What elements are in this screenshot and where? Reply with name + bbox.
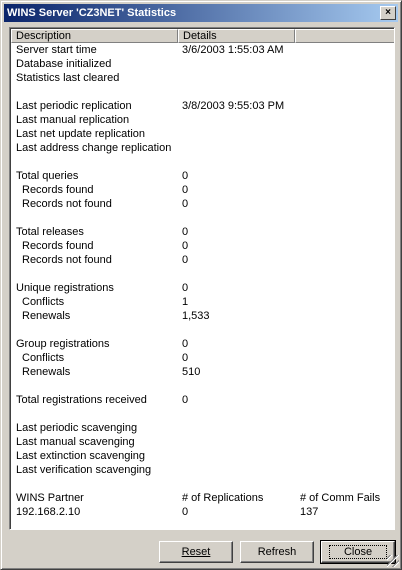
row-spacer — [10, 379, 394, 393]
row-spacer — [10, 323, 394, 337]
table-row[interactable] — [10, 435, 394, 449]
row-details: # of Replications — [182, 492, 264, 504]
row-spacer — [10, 407, 394, 421]
row-description: Records found — [22, 240, 94, 252]
table-row[interactable] — [10, 225, 394, 239]
row-description: Server start time — [16, 44, 97, 56]
table-row[interactable] — [10, 449, 394, 463]
row-spacer — [10, 85, 394, 99]
row-description: Last periodic scavenging — [16, 422, 138, 434]
table-row[interactable] — [10, 183, 394, 197]
row-description: Total releases — [16, 226, 84, 238]
row-description: Last verification scavenging — [16, 464, 152, 476]
row-spacer — [10, 155, 394, 169]
column-header-details[interactable]: Details — [178, 29, 295, 43]
row-details: 3/6/2003 1:55:03 AM — [182, 44, 284, 56]
row-details: 0 — [182, 198, 189, 210]
window-title: WINS Server 'CZ3NET' Statistics — [7, 7, 177, 19]
refresh-button[interactable]: Refresh — [240, 541, 314, 563]
row-description: Last net update replication — [16, 128, 146, 140]
table-row[interactable] — [10, 113, 394, 127]
row-description: Last manual scavenging — [16, 436, 135, 448]
row-details: 510 — [182, 366, 201, 378]
row-description: Group registrations — [16, 338, 110, 350]
table-row[interactable] — [10, 141, 394, 155]
table-row[interactable] — [10, 169, 394, 183]
table-row[interactable] — [10, 463, 394, 477]
table-row[interactable] — [10, 43, 394, 57]
row-description: Statistics last cleared — [16, 72, 120, 84]
table-row[interactable] — [10, 491, 394, 505]
row-description: Conflicts — [22, 296, 65, 308]
column-header-description[interactable]: Description — [11, 29, 178, 43]
table-row[interactable] — [10, 71, 394, 85]
row-details: 1,533 — [182, 310, 210, 322]
title-bar[interactable] — [4, 4, 398, 22]
close-button[interactable]: Close — [321, 541, 395, 563]
row-spacer — [10, 211, 394, 225]
row-details: 0 — [182, 170, 189, 182]
reset-button[interactable]: Reset — [159, 541, 233, 563]
table-row[interactable] — [10, 309, 394, 323]
row-description: Records found — [22, 184, 94, 196]
row-spacer — [10, 267, 394, 281]
resize-grip[interactable] — [387, 555, 399, 567]
row-details: 0 — [182, 240, 189, 252]
column-header-extra[interactable] — [295, 29, 395, 43]
table-row[interactable] — [10, 421, 394, 435]
table-row[interactable] — [10, 337, 394, 351]
close-icon[interactable]: × — [380, 6, 396, 20]
row-description: Total queries — [16, 170, 79, 182]
row-description: Records not found — [22, 198, 112, 210]
table-row[interactable] — [10, 197, 394, 211]
row-details: 3/8/2003 9:55:03 PM — [182, 100, 285, 112]
row-extra: 137 — [300, 506, 319, 518]
table-row[interactable] — [10, 505, 394, 519]
table-row[interactable] — [10, 393, 394, 407]
row-description: Renewals — [22, 366, 71, 378]
column-headers — [11, 29, 395, 43]
row-description: Database initialized — [16, 58, 112, 70]
table-row[interactable] — [10, 365, 394, 379]
row-description: Last extinction scavenging — [16, 450, 146, 462]
row-description: WINS Partner — [16, 492, 84, 504]
row-description: Total registrations received — [16, 394, 147, 406]
row-details: 0 — [182, 352, 189, 364]
statistics-list[interactable] — [9, 27, 395, 530]
row-details: 0 — [182, 506, 189, 518]
table-row[interactable] — [10, 99, 394, 113]
row-details: 0 — [182, 338, 189, 350]
row-details: 0 — [182, 226, 189, 238]
row-details: 0 — [182, 282, 189, 294]
table-row[interactable] — [10, 281, 394, 295]
row-description: Last manual replication — [16, 114, 130, 126]
row-details: 0 — [182, 184, 189, 196]
table-row[interactable] — [10, 57, 394, 71]
row-details: 1 — [182, 296, 189, 308]
row-description: Renewals — [22, 310, 71, 322]
row-description: Last periodic replication — [16, 100, 132, 112]
table-row[interactable] — [10, 295, 394, 309]
row-spacer — [10, 477, 394, 491]
table-row[interactable] — [10, 253, 394, 267]
row-description: Conflicts — [22, 352, 65, 364]
row-description: Last address change replication — [16, 142, 172, 154]
statistics-rows — [10, 43, 394, 519]
row-extra: # of Comm Fails — [300, 492, 381, 504]
row-description: Records not found — [22, 254, 112, 266]
table-row[interactable] — [10, 127, 394, 141]
row-details: 0 — [182, 254, 189, 266]
table-row[interactable] — [10, 239, 394, 253]
table-row[interactable] — [10, 351, 394, 365]
row-description: Unique registrations — [16, 282, 114, 294]
row-details: 0 — [182, 394, 189, 406]
row-description: 192.168.2.10 — [16, 506, 81, 518]
